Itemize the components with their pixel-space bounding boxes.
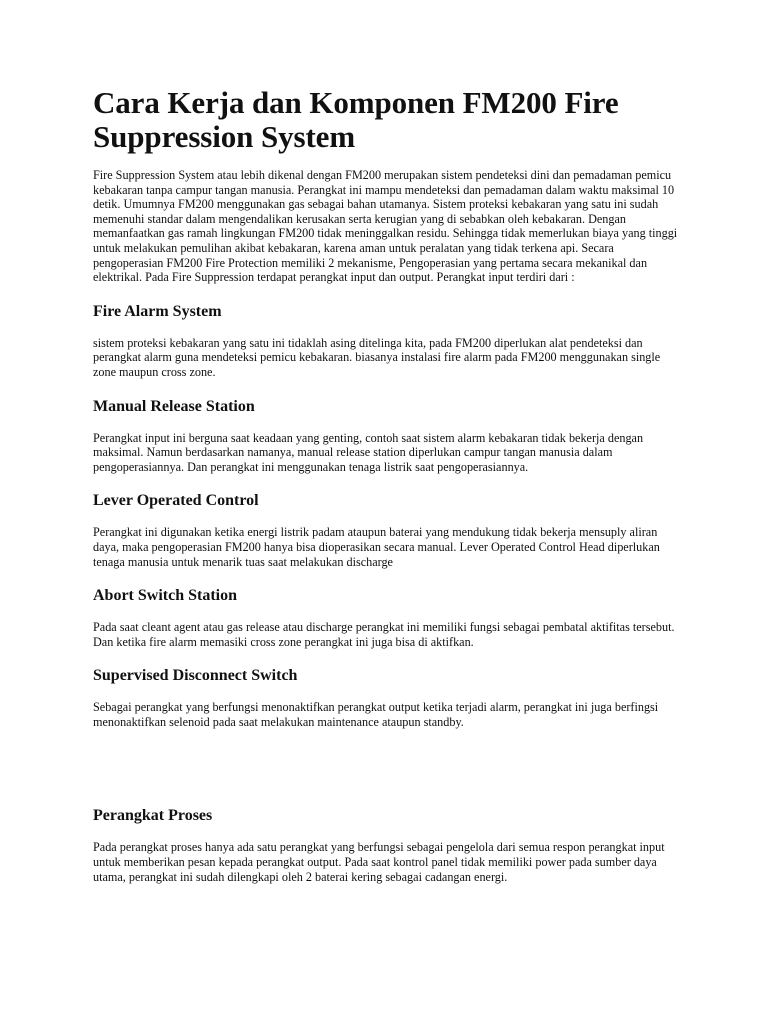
- section-body-manual-release-station: Perangkat input ini berguna saat keadaan yang genting, contoh saat sistem alarm kebakaran tidak bekerja dengan maksimal. Namun berdasarkan namanya, manual release station diperlukan campur tangan manusia dalam pengoperasiannya. Dan perangkat ini menggunakan tenaga listrik saat pengoperasiannya.: [93, 430, 644, 474]
- section-heading-manual-release-station: Manual Release Station: [93, 397, 255, 415]
- document-page: [93, 86, 683, 884]
- section-heading-abort-switch-station: Abort Switch Station: [93, 587, 238, 605]
- section-body-perangkat-proses: Pada perangkat proses hanya ada satu perangkat yang berfungsi sebagai pengelola dari semua respon perangkat input untuk memberikan pesan kepada perangkat output. Pada saat kontrol panel tidak memiliki power pada sumber daya utama, perangkat ini sudah dilengkapi oleh 2 baterai kering sebagai cadangan energi.: [93, 840, 665, 884]
- section-heading-supervised-disconnect-switch: Supervised Disconnect Switch: [93, 667, 298, 685]
- section-body-supervised-disconnect-switch: Sebagai perangkat yang berfungsi menonaktifkan perangkat output ketika terjadi alarm, perangkat ini juga berfingsi menonaktifkan selenoid pada saat melakukan maintenance ataupun standby.: [93, 700, 659, 729]
- section-body-lever-operated-control: Perangkat ini digunakan ketika energi listrik padam ataupun baterai yang mendukung tidak bekerja mensuply aliran daya, maka pengoperasian FM200 hanya bisa dioperasikan secara manual. Lever Operated Control Head diperlukan tenaga manusia untuk menarik tuas saat melakukan discharge: [93, 525, 660, 569]
- section-body-abort-switch-station: Pada saat cleant agent atau gas release atau discharge perangkat ini memiliki fungsi sebagai pembatal aktifitas tersebut. Dan ketika fire alarm memasiki cross zone perangkat ini juga bisa di aktifkan.: [93, 620, 675, 649]
- intro-paragraph: Fire Suppression System atau lebih dikenal dengan FM200 merupakan sistem pendeteksi dini dan pemadaman pemicu kebakaran tanpa campur tangan manusia. Perangkat ini mampu mendeteksi dan pemadaman dalam waktu maksimal 10 detik. Umumnya FM200 menggunakan gas sebagai bahan utamanya. Sistem proteksi kebakaran yang satu ini sudah memenuhi standar dalam mengendalikan kerusakan serta kerugian yang di sebabkan oleh kebakaran. Dengan memanfaatkan gas ramah lingkungan FM200 tidak meninggalkan residu. Sehingga tidak memerlukan biaya yang tinggi untuk melakukan pemulihan akibat kebakaran, karena aman untuk peralatan yang tidak terkena api. Secara pengoperasian FM200 Fire Protection memiliki 2 mekanisme, Pengoperasian yang pertama secara mekanikal dan elektrikal. Pada Fire Suppression terdapat perangkat input dan output. Perangkat input terdiri dari :: [93, 168, 678, 285]
- section-heading-fire-alarm-system: Fire Alarm System: [93, 302, 222, 320]
- page-title: Cara Kerja dan Komponen FM200 Fire Suppression System: [93, 85, 619, 154]
- section-heading-lever-operated-control: Lever Operated Control: [93, 492, 259, 510]
- section-body-fire-alarm-system: sistem proteksi kebakaran yang satu ini tidaklah asing ditelinga kita, pada FM200 diperlukan alat pendeteksi dan perangkat alarm guna mendeteksi pemicu kebakaran. biasanya instalasi fire alarm pada FM200 menggunakan single zone maupun cross zone.: [93, 335, 661, 379]
- section-heading-perangkat-proses: Perangkat Proses: [93, 807, 213, 825]
